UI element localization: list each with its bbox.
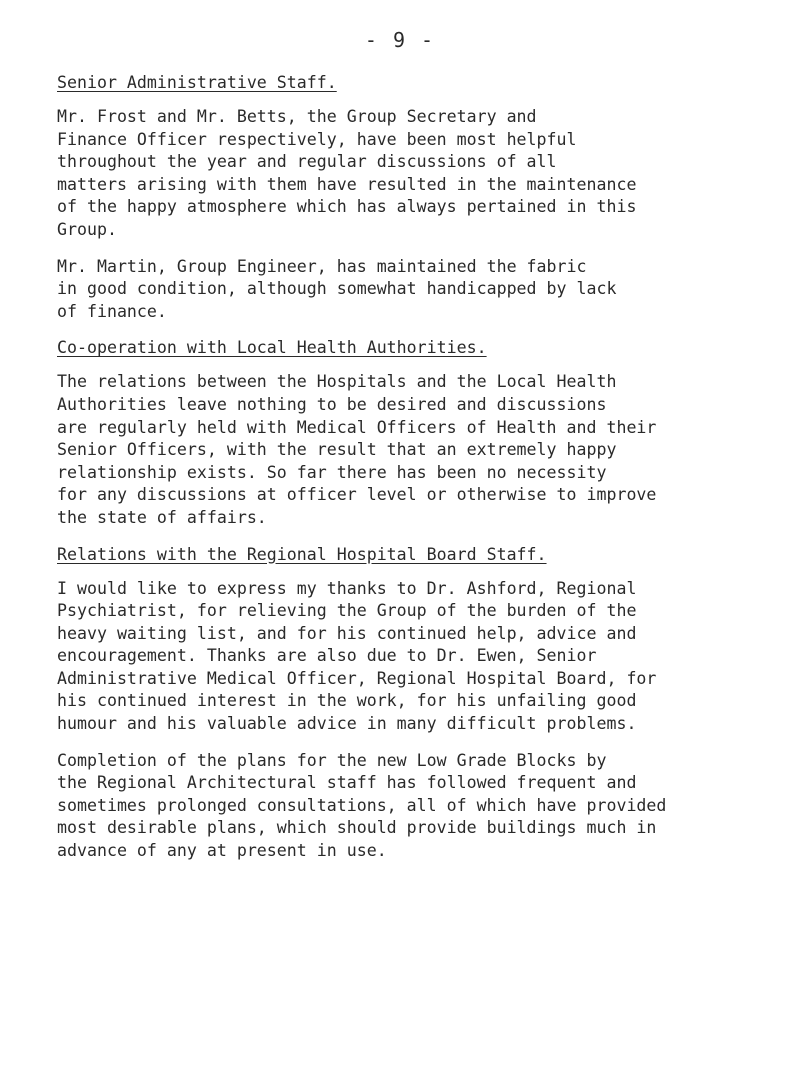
text-line: Authorities leave nothing to be desired and discussions: [57, 394, 607, 414]
paragraph: [57, 256, 797, 324]
paragraph: [57, 371, 797, 529]
page-number: - 9 -: [364, 28, 436, 52]
text-line: Psychiatrist, for relieving the Group of the burden of the: [57, 601, 637, 621]
paragraph: [57, 750, 797, 863]
text-line: Administrative Medical Officer, Regional Hospital Board, for: [57, 668, 657, 688]
text-line: relationship exists. So far there has been no necessity: [57, 462, 607, 482]
section-heading-regional-board: Relations with the Regional Hospital Board Staff.: [57, 544, 547, 564]
text-line: I would like to express my thanks to Dr. Ashford, Regional: [57, 578, 637, 598]
text-line: of finance.: [57, 301, 167, 321]
text-line: Completion of the plans for the new Low Grade Blocks by: [57, 750, 607, 770]
text-line: matters arising with them have resulted in the maintenance: [57, 174, 637, 194]
paragraph: [57, 106, 797, 242]
text-line: are regularly held with Medical Officers of Health and their: [57, 417, 657, 437]
text-line: of the happy atmosphere which has always pertained in this: [57, 197, 637, 217]
text-line: heavy waiting list, and for his continued help, advice and: [57, 623, 637, 643]
text-line: Finance Officer respectively, have been most helpful: [57, 129, 577, 149]
text-line: the state of affairs.: [57, 507, 267, 527]
text-line: the Regional Architectural staff has followed frequent and: [57, 773, 637, 793]
text-line: encouragement. Thanks are also due to Dr. Ewen, Senior: [57, 646, 597, 666]
section-heading-local-health: Co-operation with Local Health Authorities.: [57, 338, 487, 358]
text-line: in good condition, although somewhat handicapped by lack: [57, 279, 617, 299]
section-heading-senior-staff: Senior Administrative Staff.: [57, 73, 337, 92]
text-line: The relations between the Hospitals and the Local Health: [57, 372, 617, 392]
paragraph: [57, 578, 797, 736]
text-line: most desirable plans, which should provide buildings much in: [57, 818, 657, 838]
text-line: Mr. Frost and Mr. Betts, the Group Secretary and: [57, 107, 537, 126]
text-line: his continued interest in the work, for his unfailing good: [57, 691, 637, 711]
text-line: Mr. Martin, Group Engineer, has maintained the fabric: [57, 256, 587, 276]
text-line: advance of any at present in use.: [57, 841, 387, 861]
text-line: for any discussions at officer level or otherwise to improve: [57, 485, 657, 505]
text-line: sometimes prolonged consultations, all of which have provided: [57, 795, 667, 815]
text-line: Group.: [57, 219, 117, 239]
text-line: throughout the year and regular discussions of all: [57, 152, 557, 172]
document-body: [57, 72, 797, 877]
text-line: Senior Officers, with the result that an extremely happy: [57, 440, 617, 460]
text-line: humour and his valuable advice in many difficult problems.: [57, 714, 637, 734]
